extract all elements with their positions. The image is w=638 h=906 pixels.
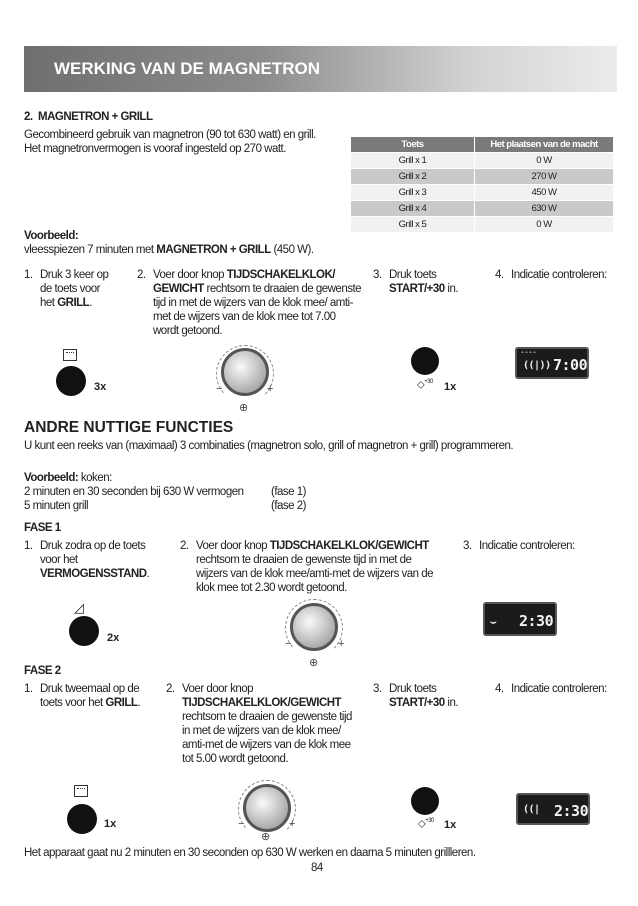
clock-icon: ⊕	[309, 657, 318, 669]
start-button[interactable]	[411, 787, 439, 815]
step-text: de toets voor	[40, 283, 100, 295]
clock-icon: ⊕	[261, 831, 270, 843]
table-cell: Grill x 4	[351, 201, 475, 217]
step-3	[373, 268, 458, 296]
step-text: in met de wijzers van de klok mee/	[182, 725, 341, 737]
step-text: Indicatie controleren:	[511, 269, 607, 281]
table-cell: 450 W	[475, 185, 614, 201]
start-plus30-icon: ◇$^{+30}$	[418, 818, 434, 830]
power-level-button[interactable]	[69, 616, 99, 646]
step-text-bold: TIJDSCHAKELKLOK/GEWICHT	[182, 697, 342, 709]
phase2-step-4	[495, 682, 607, 696]
section-number: 2.	[24, 111, 33, 123]
step-text: .	[137, 697, 141, 709]
dial-rotation-arc	[216, 345, 274, 403]
grill-icon	[74, 785, 88, 797]
plus-icon: +	[267, 383, 273, 395]
example-text	[24, 243, 314, 257]
phase-tag: (fase 2)	[271, 500, 306, 512]
table-row	[351, 217, 614, 233]
example-line: 5 minuten grill	[24, 500, 89, 512]
power-level-icon: ◿	[74, 600, 84, 615]
table-cell: Grill x 3	[351, 185, 475, 201]
clock-icon: ⊕	[239, 402, 248, 414]
step-number: 1.	[24, 540, 33, 552]
press-count: 1x	[444, 819, 457, 831]
plus-icon: +	[338, 638, 344, 650]
example-block	[24, 471, 244, 513]
step-number: 1.	[24, 683, 33, 695]
step-text: Druk tweemaal op de	[40, 683, 140, 695]
step-text: in.	[444, 697, 459, 709]
table-cell: 270 W	[475, 169, 614, 185]
step-text: Indicatie controleren:	[479, 540, 575, 552]
table-row	[351, 185, 614, 201]
step-text-bold: GRILL	[105, 697, 138, 709]
dial-rotation-arc	[285, 599, 343, 657]
display-time: 2:30	[554, 802, 589, 820]
press-count: 1x	[104, 818, 117, 830]
grill-indicator-icon: ((|	[523, 804, 540, 815]
step-number: 3.	[373, 683, 382, 695]
phase1-step-3	[463, 539, 575, 553]
grill-button[interactable]	[56, 366, 86, 396]
step-text: tot 5.00 wordt getoond.	[182, 753, 289, 765]
plus-icon: +	[289, 818, 295, 830]
table-row	[351, 169, 614, 185]
press-count: 3x	[94, 381, 107, 393]
step-text: Voer door knop	[182, 683, 254, 695]
phase1-step-1: 1. Druk zodra op de toets voor het VERMOGENSSTAND.	[24, 540, 150, 580]
step-text-bold: VERMOGENSSTAND	[40, 568, 147, 580]
step-text: toets voor het	[40, 697, 106, 709]
power-table	[350, 136, 614, 233]
step-text-bold: TIJDSCHAKELKLOK/GEWICHT	[269, 540, 429, 552]
grill-button[interactable]	[67, 804, 97, 834]
minus-icon: −	[285, 638, 291, 650]
step-text: klok mee tot 2.30 wordt getoond.	[196, 582, 347, 594]
step-text: tijd in met de wijzers van de klok mee/ amti-	[153, 297, 353, 309]
step-text: Druk toets	[389, 683, 437, 695]
phase-title: FASE 1	[24, 522, 61, 534]
description-line: Gecombineerd gebruik van magnetron (90 tot 630 watt) en grill.	[24, 129, 316, 141]
phase2-step-3	[373, 682, 458, 710]
oven-display	[515, 347, 589, 379]
step-number: 4.	[495, 683, 504, 695]
step-1	[24, 268, 108, 310]
start-button[interactable]	[411, 347, 439, 375]
step-text-bold: TIJDSCHAKELKLOK/	[226, 269, 335, 281]
section-description	[24, 128, 316, 156]
table-header: Het plaatsen van de macht	[475, 137, 614, 153]
table-cell: 0 W	[475, 153, 614, 169]
table-cell: 630 W	[475, 201, 614, 217]
table-row	[351, 153, 614, 169]
step-text: wijzers van de klok mee/amti-met de wijzers van de	[196, 568, 434, 580]
grill-icon	[63, 349, 77, 361]
step-text: .	[89, 297, 92, 309]
example-line: 2 minuten en 30 seconden bij 630 W vermogen	[24, 486, 244, 498]
display-time: 7:00	[553, 356, 588, 374]
minus-icon: −	[238, 818, 244, 830]
step-number: 2.	[137, 269, 146, 281]
section-title: ANDRE NUTTIGE FUNCTIES	[24, 419, 234, 436]
step-text: Druk zodra op de toets	[40, 540, 146, 552]
step-number: 2.	[166, 683, 175, 695]
table-cell: Grill x 1	[351, 153, 475, 169]
table-cell: Grill x 5	[351, 217, 475, 233]
step-text: Voer door knop	[196, 540, 270, 552]
example-phases	[271, 485, 306, 513]
step-number: 4.	[495, 269, 504, 281]
step-text: het	[40, 297, 58, 309]
minus-icon: −	[216, 383, 222, 395]
section-banner	[24, 46, 617, 92]
step-text: voor het	[40, 554, 78, 566]
phase-tag: (fase 1)	[271, 486, 306, 498]
step-text: Druk 3 keer op	[40, 269, 109, 281]
step-text: rechtsom te draaien de gewenste tijd	[182, 711, 352, 723]
section-intro: U kunt een reeks van (maximaal) 3 combinaties (magnetron solo, grill of magnetron + grill) programmeren.	[24, 440, 514, 452]
step-text: Voer door knop	[153, 269, 227, 281]
example-text-part: vleesspiezen 7 minuten met	[24, 244, 157, 256]
step-number: 2.	[180, 540, 189, 552]
table-row	[351, 201, 614, 217]
phase1-step-2	[180, 539, 433, 595]
step-text-bold: GEWICHT	[153, 283, 204, 295]
example-text-bold: MAGNETRON + GRILL	[156, 244, 271, 256]
step-2	[137, 268, 361, 338]
phase-title: FASE 2	[24, 665, 61, 677]
step-4	[495, 268, 607, 282]
page-title: WERKING VAN DE MAGNETRON	[54, 59, 321, 78]
section-heading	[24, 111, 152, 123]
example-label: Voorbeeld:	[24, 472, 79, 484]
press-count: 2x	[107, 632, 120, 644]
oven-display	[516, 793, 590, 825]
description-line: Het magnetronvermogen is vooraf ingesteld op 270 watt.	[24, 143, 286, 155]
step-text: wordt getoond.	[153, 325, 223, 337]
phase2-step-2	[166, 682, 352, 766]
section-title: MAGNETRON + GRILL	[37, 111, 153, 123]
example-text-part: (450 W).	[270, 244, 314, 256]
table-header: Toets	[351, 137, 475, 153]
step-text: met de wijzers van de klok mee tot 7.00	[153, 311, 336, 323]
plus30-label: +30	[424, 379, 433, 385]
power-indicator-icon: ⌣	[490, 617, 497, 628]
press-count: 1x	[444, 381, 457, 393]
step-text: amti-met de wijzers van de klok mee	[182, 739, 351, 751]
plus30-label: +30	[425, 818, 434, 824]
example-block	[24, 229, 314, 257]
start-plus30-icon: ◇$^{+30}$	[417, 379, 433, 391]
table-cell: Grill x 2	[351, 169, 475, 185]
footer-note: Het apparaat gaat nu 2 minuten en 30 seconden op 630 W werken en daarna 5 minuten grillleren.	[24, 847, 476, 859]
step-text-bold: START/+30	[389, 697, 445, 709]
table-header-row	[351, 137, 614, 153]
page-number: 84	[311, 862, 323, 874]
step-number: 3.	[373, 269, 382, 281]
step-number: 3.	[463, 540, 472, 552]
oven-display	[483, 602, 557, 636]
step-text: rechtsom te draaien de gewenste	[203, 283, 362, 295]
step-text: Indicatie controleren:	[511, 683, 607, 695]
example-text: koken:	[78, 472, 112, 484]
step-text-bold: GRILL	[57, 297, 90, 309]
step-text-bold: START/+30	[389, 283, 445, 295]
display-time: 2:30	[519, 612, 554, 630]
example-label: Voorbeeld:	[24, 230, 79, 242]
display-indicators: ∘∘∘∘	[521, 350, 538, 356]
step-text: rechtsom te draaien de gewenste tijd in met de	[196, 554, 412, 566]
phase2-step-1	[24, 682, 140, 710]
microwave-grill-indicator-icon: ((|))	[523, 360, 551, 371]
step-text: in.	[444, 283, 459, 295]
step-text: Druk toets	[389, 269, 437, 281]
table-cell: 0 W	[475, 217, 614, 233]
step-number: 1.	[24, 269, 33, 281]
